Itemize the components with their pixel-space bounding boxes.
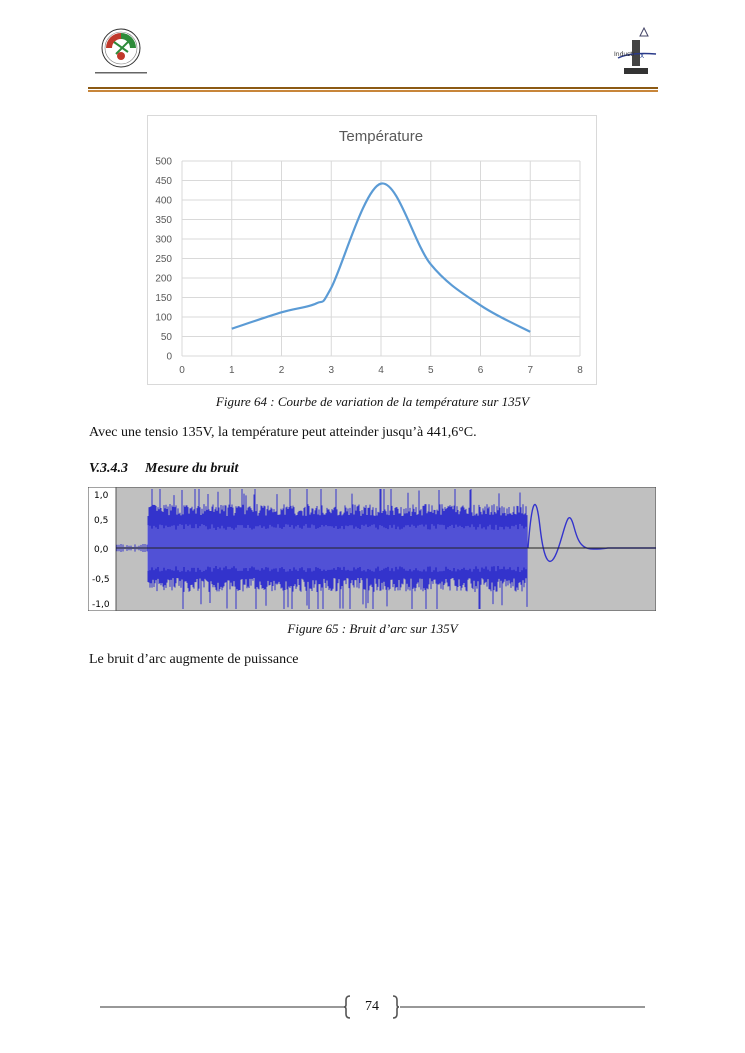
y-tick-label: 150: [155, 293, 172, 304]
x-tick-label: 1: [228, 365, 235, 376]
y-tick-label: 0: [166, 351, 172, 363]
industrial-engineering-logo: [612, 26, 662, 78]
wave-ytick: 0,5: [94, 516, 109, 526]
x-tick-label: 3: [328, 365, 335, 376]
wave-ytick: -0,5: [92, 575, 110, 585]
y-tick-label: 250: [155, 254, 172, 265]
paragraph-temperature: Avec une tensio 135V, la température peut atteinder jusqu’à 441,6°C.: [89, 425, 477, 440]
svg-text:X: X: [640, 53, 645, 60]
chart-frame: [147, 115, 597, 385]
x-tick-label: 0: [179, 365, 185, 376]
x-tick-label: 6: [477, 365, 484, 376]
y-tick-label: 500: [155, 156, 172, 168]
figure-65-caption: Figure 65 : Bruit d’arc sur 135V: [287, 621, 458, 636]
x-tick-label: 4: [378, 365, 384, 376]
page-number: 74: [365, 999, 379, 1014]
paragraph-noise: Le bruit d’arc augmente de puissance: [89, 652, 299, 667]
university-logo: [92, 26, 150, 78]
header-rule: [88, 87, 658, 89]
wave-ytick: 0,0: [94, 545, 109, 555]
section-title: Mesure du bruit: [145, 461, 239, 476]
temperature-chart: [148, 116, 596, 384]
svg-text:Industr: Industr: [614, 51, 636, 58]
chart-title: Température: [338, 128, 424, 145]
y-tick-label: 100: [155, 312, 172, 324]
figure-64-caption: Figure 64 : Courbe de variation de la température sur 135V: [215, 394, 530, 409]
y-tick-label: 400: [155, 195, 172, 207]
y-tick-label: 450: [155, 176, 172, 187]
x-tick-label: 7: [527, 365, 534, 376]
arc-noise-waveform: [88, 487, 656, 611]
wave-ytick: -1,0: [92, 600, 110, 610]
section-number: V.3.4.3: [89, 461, 129, 476]
y-tick-label: 350: [155, 215, 172, 226]
header-rule-accent: [88, 90, 658, 92]
section-heading: [89, 461, 238, 477]
y-tick-label: 300: [155, 234, 172, 246]
x-tick-label: 5: [427, 365, 434, 376]
wave-ytick: 1,0: [94, 491, 109, 501]
x-tick-label: 2: [278, 365, 285, 376]
x-tick-label: 8: [577, 365, 583, 376]
y-tick-label: 50: [160, 332, 172, 343]
y-tick-label: 200: [155, 273, 172, 285]
